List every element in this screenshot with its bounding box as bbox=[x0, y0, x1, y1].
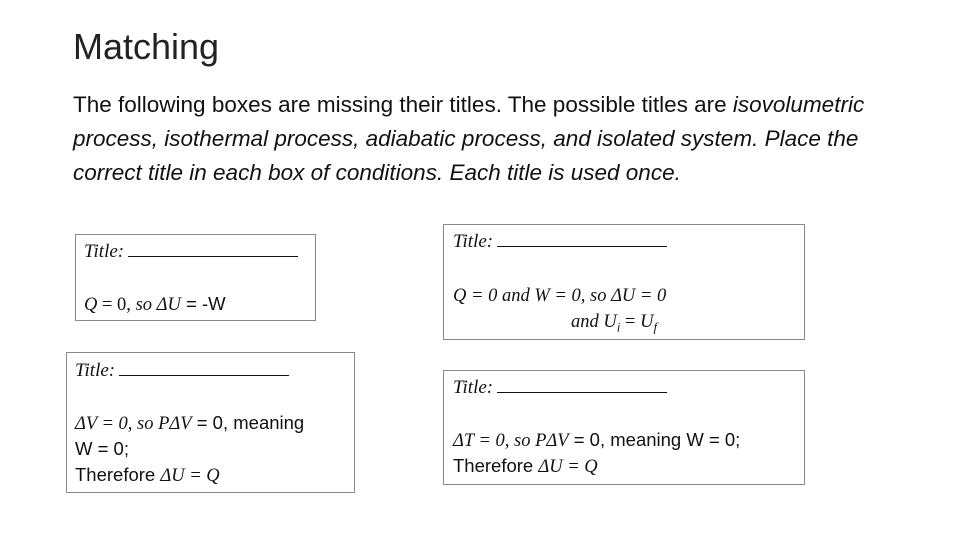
condition-math: Q bbox=[84, 295, 98, 315]
box-title-field[interactable] bbox=[453, 377, 667, 399]
box-title-field[interactable] bbox=[453, 231, 667, 253]
box-condition-line-2: W = 0; bbox=[75, 438, 129, 459]
condition-math: = bbox=[620, 312, 641, 332]
box-condition-line-1: Q = 0 and W = 0, so ΔU = 0 bbox=[453, 286, 667, 306]
slide-title: Matching bbox=[73, 26, 220, 67]
box-condition-line-2 bbox=[571, 309, 657, 341]
box-condition-text bbox=[84, 291, 226, 318]
box-condition-line-1 bbox=[453, 427, 740, 454]
condition-box-3 bbox=[66, 352, 355, 493]
box-title-label: Title: bbox=[453, 231, 494, 252]
condition-box-4 bbox=[443, 370, 805, 485]
condition-math: so bbox=[135, 295, 157, 315]
condition-math: ΔV = 0, so PΔV bbox=[75, 414, 192, 434]
title-blank-line[interactable] bbox=[119, 374, 289, 376]
box-title-label: Title: bbox=[84, 241, 125, 262]
instructions-options: isovolumetric process, isothermal process, adiabatic process, and isolated system. Place the correct title in each box of conditions. Each title is used once. bbox=[73, 92, 865, 185]
instructions-intro: The following boxes are missing their titles. The possible titles are bbox=[73, 92, 733, 117]
condition-math: ΔU = Q bbox=[538, 457, 598, 477]
condition-text: Therefore bbox=[453, 455, 539, 476]
condition-box-2 bbox=[443, 224, 805, 340]
title-blank-line[interactable] bbox=[497, 245, 667, 247]
box-title-field[interactable] bbox=[84, 241, 298, 263]
condition-math: ΔU = Q bbox=[160, 466, 220, 486]
box-condition-line-2 bbox=[453, 453, 598, 480]
condition-text: Therefore bbox=[75, 464, 161, 485]
box-condition-line-3 bbox=[75, 462, 220, 489]
condition-math: ΔT = 0, so PΔV bbox=[453, 431, 569, 451]
condition-subscript: i bbox=[616, 319, 621, 335]
condition-math: U bbox=[640, 312, 654, 332]
condition-text: = 0, meaning bbox=[191, 412, 305, 433]
condition-text: = -W bbox=[180, 293, 226, 314]
box-title-label: Title: bbox=[75, 360, 116, 381]
condition-text: = 0, meaning W = 0; bbox=[568, 429, 741, 450]
condition-subscript: f bbox=[653, 319, 658, 335]
box-title-label: Title: bbox=[453, 377, 494, 398]
title-blank-line[interactable] bbox=[497, 391, 667, 393]
condition-box-1 bbox=[75, 234, 316, 321]
title-blank-line[interactable] bbox=[128, 255, 298, 257]
condition-math: ΔU bbox=[156, 295, 181, 315]
box-condition-line-1 bbox=[75, 410, 304, 437]
condition-math: and bbox=[571, 312, 604, 332]
condition-math: U bbox=[603, 312, 617, 332]
box-title-field[interactable] bbox=[75, 360, 289, 382]
condition-math: = 0, bbox=[97, 295, 136, 315]
instructions-paragraph bbox=[73, 88, 873, 190]
